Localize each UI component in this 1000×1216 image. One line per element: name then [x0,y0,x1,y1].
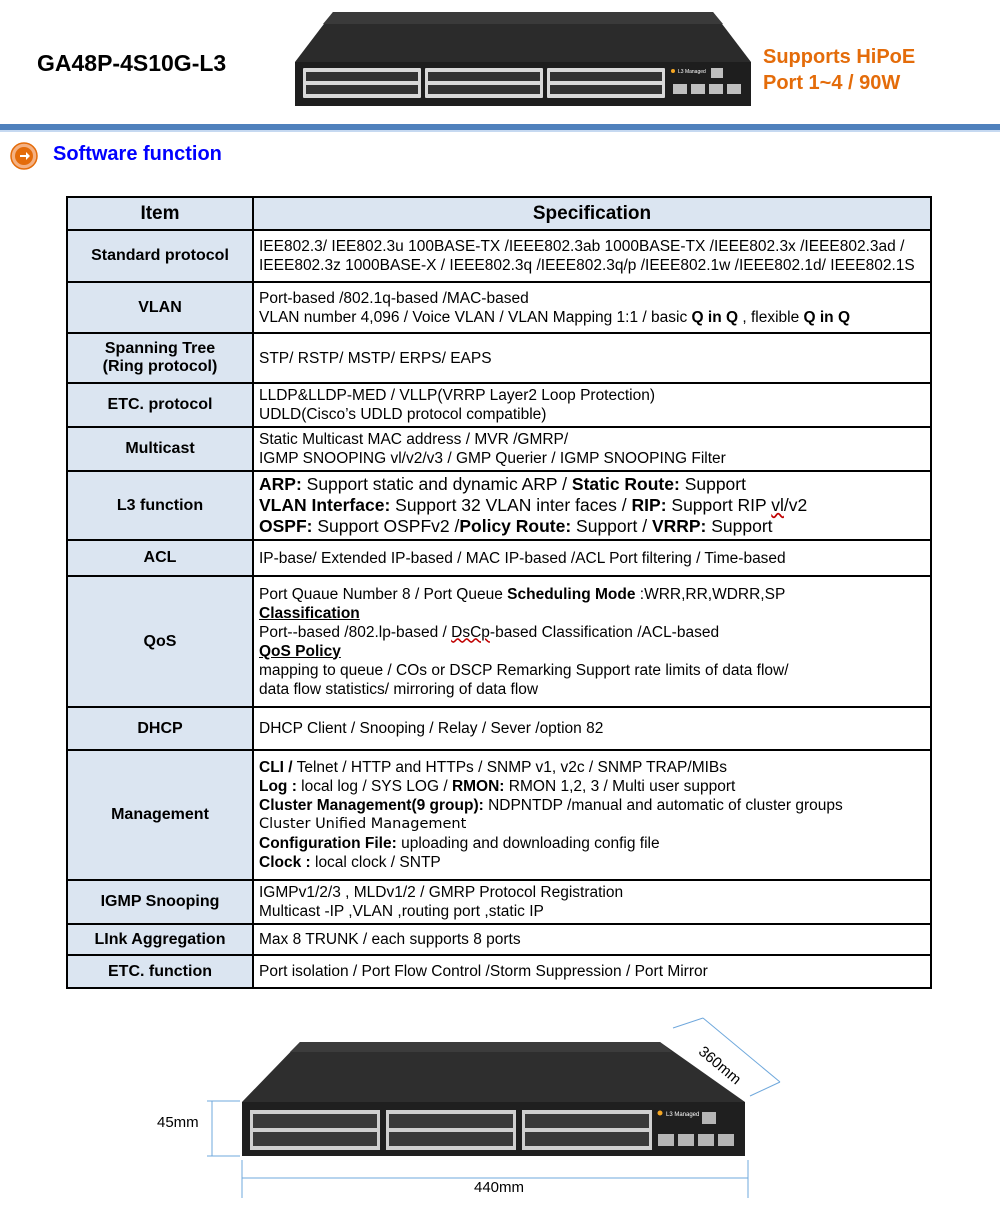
depth-label: 360mm [695,1043,745,1089]
header-divider-shadow [0,130,1000,132]
spec-table [66,196,932,989]
row-qos [67,576,931,707]
item-cell: DHCP [67,707,253,750]
row-multicast [67,427,931,471]
spec-cell: CLI / Telnet / HTTP and HTTPs / SNMP v1, v2c / SNMP TRAP/MIBs Log : local log / SYS LOG / RMON: RMON 1,2, 3 / Multi user support Cluster Management(9 group): NDPNTDP /manual and automatic of cluster groups Cluster Unified Management Configuration File: uploading and downloading config file Clock : local clock / SNTP [253,750,931,880]
spec-cell: Port isolation / Port Flow Control /Storm Suppression / Port Mirror [253,955,931,988]
item-cell: Multicast [67,427,253,471]
section-title: Software function [53,143,222,165]
svg-text:L3 Managed: L3 Managed [678,69,706,75]
height-label: 45mm [157,1114,199,1131]
spec-cell: Port Quaue Number 8 / Port Queue Scheduling Mode :WRR,RR,WDRR,SP Classification Port--based /802.lp-based / DsCp-based Classification /ACL-based QoS Policy mapping to queue / COs or DSCP Remarking Support rate limits of data flow/ data flow statistics/ mirroring of data flow [253,576,931,707]
spec-cell: ARP: Support static and dynamic ARP / Static Route: Support VLAN Interface: Support 32 VLAN inter faces / RIP: Support RIP vl/v2 OSPF: Support OSPFv2 /Policy Route: Support / VRRP: Support [253,471,931,540]
arrow-circle-icon [10,142,38,170]
row-etc-function [67,955,931,988]
switch-product-image [293,10,753,106]
row-igmp-snooping [67,880,931,924]
spec-cell: Port-based /802.1q-based /MAC-based VLAN number 4,096 / Voice VLAN / VLAN Mapping 1:1 / basic Q in Q , flexible Q in Q [253,282,931,333]
item-cell: IGMP Snooping [67,880,253,924]
item-cell: LInk Aggregation [67,924,253,955]
row-spanning-tree [67,333,931,383]
spec-cell: IEE802.3/ IEE802.3u 100BASE-TX /IEEE802.3ab 1000BASE-TX /IEEE802.3x /IEEE802.3ad / IEEE802.3z 1000BASE-X / IEEE802.3q /IEEE802.3q/p /IEEE802.1w /IEEE802.1d/ IEEE802.1S [253,230,931,282]
row-etc-protocol [67,383,931,427]
spec-cell: IGMPv1/2/3 , MLDv1/2 / GMRP Protocol Registration Multicast -IP ,VLAN ,routing port ,static IP [253,880,931,924]
row-acl [67,540,931,576]
row-standard-protocol [67,230,931,282]
header-item: Item [67,197,253,230]
spec-cell: Static Multicast MAC address / MVR /GMRP/ IGMP SNOOPING vl/v2/v3 / GMP Querier / IGMP SNOOPING Filter [253,427,931,471]
hipoe-note [763,44,915,96]
item-cell: Management [67,750,253,880]
spec-cell: STP/ RSTP/ MSTP/ ERPS/ EAPS [253,333,931,383]
header-specification: Specification [253,197,931,230]
row-management [67,750,931,880]
item-cell: Spanning Tree (Ring protocol) [67,333,253,383]
row-vlan [67,282,931,333]
item-cell: QoS [67,576,253,707]
table-header-row [67,197,931,230]
item-cell: L3 function [67,471,253,540]
width-label: 440mm [474,1179,525,1196]
hipoe-line-2: Port 1~4 / 90W [763,72,901,94]
model-name: GA48P-4S10G-L3 [37,50,227,76]
spec-cell: DHCP Client / Snooping / Relay / Sever /option 82 [253,707,931,750]
item-cell: ETC. protocol [67,383,253,427]
hipoe-line-1: Supports HiPoE [763,46,916,68]
item-cell: Standard protocol [67,230,253,282]
spec-cell: LLDP&LLDP-MED / VLLP(VRRP Layer2 Loop Protection) UDLD(Cisco’s UDLD protocol compatible) [253,383,931,427]
item-cell: VLAN [67,282,253,333]
svg-text:L3 Managed: L3 Managed [666,1112,700,1118]
spec-cell: Max 8 TRUNK / each supports 8 ports [253,924,931,955]
row-link-aggregation [67,924,931,955]
row-dhcp [67,707,931,750]
row-l3-function [67,471,931,540]
spec-cell: IP-base/ Extended IP-based / MAC IP-based /ACL Port filtering / Time-based [253,540,931,576]
item-cell: ACL [67,540,253,576]
item-cell: ETC. function [67,955,253,988]
